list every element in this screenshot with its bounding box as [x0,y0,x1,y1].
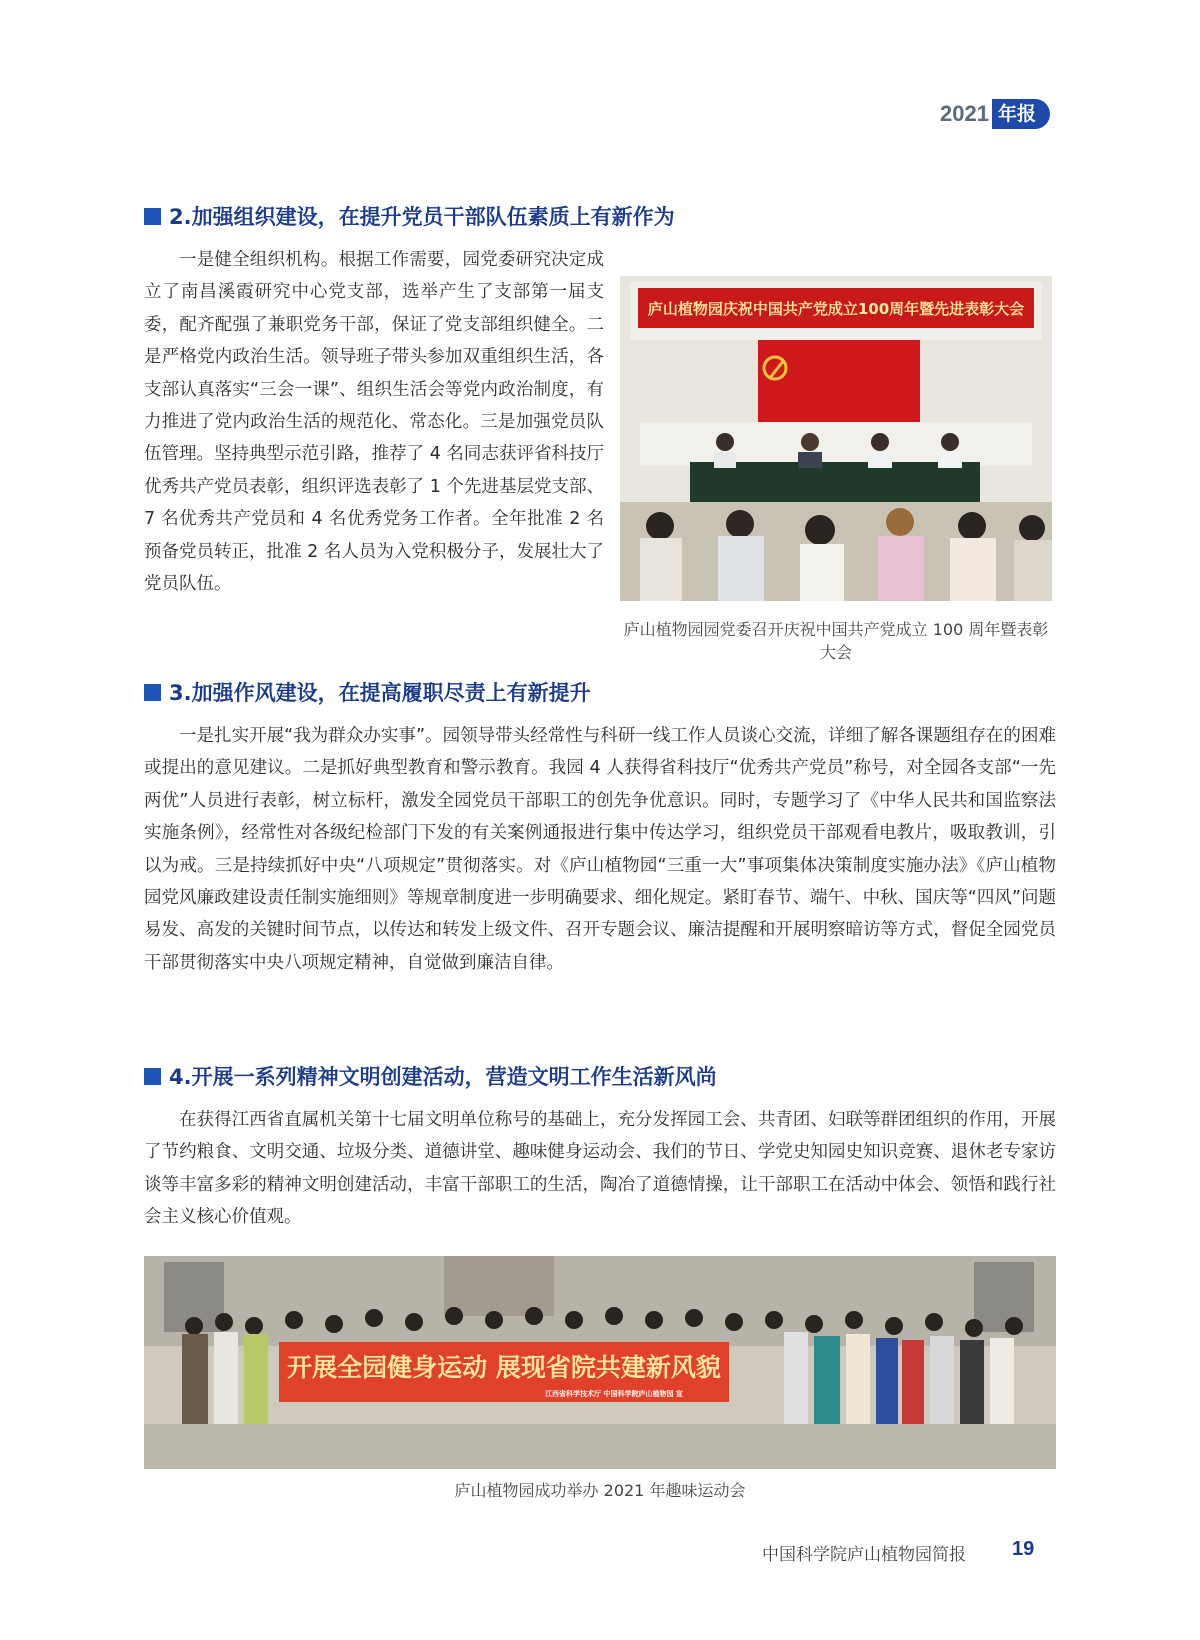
section-3-heading-text: 3.加强作风建设，在提高履职尽责上有新提升 [169,681,591,705]
heading-square-icon [144,1068,161,1085]
section-3-body: 一是扎实开展“我为群众办实事”。园领导带头经常性与科研一线工作人员谈心交流，详细了解各课题组存在的困难或提出的意见建议。二是抓好典型教育和警示教育。我园 4 人获得省科技厅“优秀共产党员”称号，对全园各支部“一先两优”人员进行表彰，树立标杆，激发全园党员干部职工的创先争优意识。同时，专题学习了《中华人民共和国监察法实施条例》，经常性对各级纪检部门下发的有关案例通报进行集中传达学习，组织党员干部观看电教片，吸取教训，引以为戒。三是持续抓好中央“八项规定”贯彻落实。对《庐山植物园“三重一大”事项集体决策制度实施办法》《庐山植物园党风廉政建设责任制实施细则》等规章制度进一步明确要求、细化规定。紧盯春节、端午、中秋、国庆等“四风”问题易发、高发的关键时间节点，以传达和转发上级文件、召开专题会议、廉洁提醒和开展明察暗访等方式，督促全园党员干部贯彻落实中央八项规定精神，自觉做到廉洁自律。 [144,726,1056,973]
section-2-heading [144,201,675,231]
sports-meeting-group-photo [144,1256,1056,1469]
group-photo-illustration [144,1256,1056,1469]
section-2-heading-text: 2.加强组织建设，在提升党员干部队伍素质上有新作为 [169,205,675,229]
section-4-heading-text: 4.开展一系列精神文明创建活动，营造文明工作生活新风尚 [169,1065,717,1089]
footer-publication: 中国科学院庐山植物园简报 [762,1545,966,1565]
heading-square-icon [144,684,161,701]
party-meeting-photo [620,276,1052,601]
meeting-banner: 庐山植物园庆祝中国共产党成立100周年暨先进表彰大会 [647,300,1025,318]
section-3-heading [144,677,591,707]
section-4-body: 在获得江西省直属机关第十七届文明单位称号的基础上，充分发挥园工会、共青团、妇联等群团组织的作用，开展了节约粮食、文明交通、垃圾分类、道德讲堂、趣味健身运动会、我们的节日、学党史知园史知识竞赛、退休老专家访谈等丰富多彩的精神文明创建活动，丰富干部职工的生活，陶冶了道德情操，让干部职工在活动中体会、领悟和践行社会主义核心价值观。 [144,1110,1056,1228]
section-2-body: 一是健全组织机构。根据工作需要，园党委研究决定成立了南昌溪霞研究中心党支部，选举产生了支部第一届支委，配齐配强了兼职党务干部，保证了党支部组织健全。二是严格党内政治生活。领导班子带头参加双重组织生活，各支部认真落实“三会一课”、组织生活会等党内政治制度，有力推进了党内政治生活的规范化、常态化。三是加强党员队伍管理。坚持典型示范引路，推荐了 4 名同志获评省科技厅优秀共产党员表彰，组织评选表彰了 1 个先进基层党支部、7 名优秀共产党员和 4 名优秀党务工作者。全年批准 2 名预备党员转正，批准 2 名人员为入党积极分子，发展壮大了党员队伍。 [144,250,604,595]
meeting-photo-caption: 庐山植物园园党委召开庆祝中国共产党成立 100 周年暨表彰大会 [623,620,1049,662]
heading-square-icon [144,208,161,225]
group-photo-caption: 庐山植物园成功举办 2021 年趣味运动会 [454,1481,746,1500]
sports-banner: 开展全园健身运动 展现省院共建新风貌 [287,1353,721,1382]
party-meeting-illustration [620,276,1052,601]
sports-banner-sub: 江西省科学技术厅 中国科学院庐山植物园 宣 [545,1390,683,1398]
report-year: 2021 [940,101,989,126]
section-4-heading [144,1061,717,1091]
report-tag: 年报 [992,99,1050,129]
page-number: 19 [1012,1538,1035,1560]
report-header [940,99,1050,129]
